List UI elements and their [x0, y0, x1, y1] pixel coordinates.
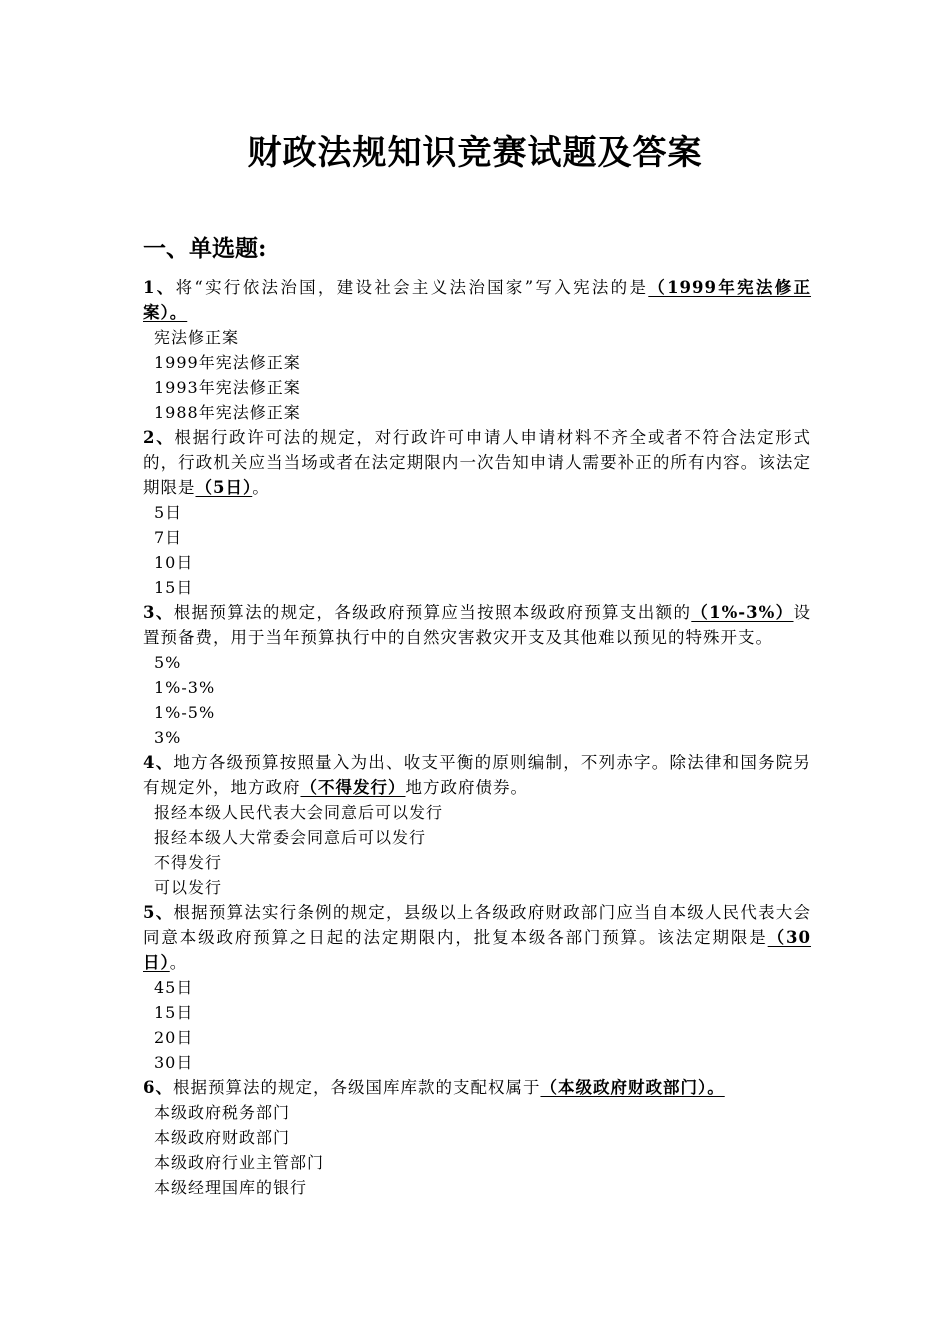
answer-text: （不得发行）: [300, 778, 406, 797]
answer-text: （1%-3%）: [691, 603, 794, 622]
question-stem: [143, 600, 811, 650]
option-item: 3%: [154, 728, 182, 747]
option-item: 5日: [154, 503, 183, 522]
option-item: 45日: [154, 978, 194, 997]
question-stem: [143, 1075, 811, 1100]
question-number: 2、: [143, 428, 175, 447]
option-item: 不得发行: [154, 853, 223, 872]
option-item: 1999年宪法修正案: [154, 353, 301, 372]
option-item: 5%: [154, 653, 182, 672]
question-6: [143, 1075, 811, 1200]
question-number: 4、: [143, 753, 174, 772]
question-text: 将“实行依法治国，建设社会主义法治国家”写入宪法的是: [175, 278, 649, 297]
option-item: 7日: [154, 528, 183, 547]
option-item: 1%-3%: [154, 678, 216, 697]
section-heading: 一、单选题:: [143, 235, 267, 262]
option-item: 报经本级人大常委会同意后可以发行: [154, 828, 427, 847]
option-item: 1993年宪法修正案: [154, 378, 301, 397]
question-number: 5、: [143, 903, 174, 922]
question-list: [143, 275, 811, 1200]
option-item: 本级政府税务部门: [154, 1103, 291, 1122]
question-text: 地方各级预算按照量入为出、收支平衡的原则编制，不列赤字。除法律和国务院另有规定外，地方政府: [143, 753, 812, 797]
option-item: 报经本级人民代表大会同意后可以发行: [154, 803, 444, 822]
option-item: 可以发行: [154, 878, 223, 897]
question-text: 根据预算法的规定，各级国库库款的支配权属于: [172, 1078, 541, 1097]
option-item: 1988年宪法修正案: [154, 403, 301, 422]
question-text-tail: 。: [252, 478, 270, 497]
question-stem: [143, 425, 811, 500]
question-number: 3、: [143, 603, 174, 622]
option-item: 15日: [154, 1003, 194, 1022]
question-text-tail: 设置预备费，用于当年预算执行中的自然灾害救灾开支及其他难以预见的特殊开支。: [143, 603, 812, 647]
question-number: 6、: [143, 1078, 173, 1097]
option-item: 本级政府财政部门: [154, 1128, 291, 1147]
option-item: 1%-5%: [154, 703, 216, 722]
question-text: 根据预算法实行条例的规定，县级以上各级政府财政部门应当自本级人民代表大会同意本级政府预算之日起的法定期限内，批复本级各部门预算。该法定期限是: [143, 903, 812, 947]
option-item: 宪法修正案: [154, 328, 240, 347]
question-3: [143, 600, 811, 750]
question-1: [143, 275, 811, 425]
answer-text: （本级政府财政部门）。: [540, 1078, 725, 1097]
question-text-tail: 地方政府债券。: [405, 778, 528, 797]
option-item: 20日: [154, 1028, 194, 1047]
option-item: 本级经理国库的银行: [154, 1178, 308, 1197]
question-text: 根据预算法的规定，各级政府预算应当按照本级政府预算支出额的: [173, 603, 692, 622]
question-2: [143, 425, 811, 600]
question-5: [143, 900, 811, 1075]
document-title: 财政法规知识竞赛试题及答案: [247, 133, 703, 173]
question-4: [143, 750, 811, 900]
question-text-tail: 。: [169, 953, 188, 972]
question-stem: [143, 750, 811, 800]
answer-text: （1999年宪法修正案）。: [143, 278, 812, 322]
question-stem: [143, 275, 811, 325]
answer-text: （5日）: [195, 478, 253, 497]
option-item: 本级政府行业主管部门: [154, 1153, 325, 1172]
question-number: 1、: [143, 278, 176, 297]
option-item: 10日: [154, 553, 194, 572]
option-item: 30日: [154, 1053, 194, 1072]
answer-text: （30日）: [143, 928, 812, 972]
question-stem: [143, 900, 811, 975]
question-text: 根据行政许可法的规定，对行政许可申请人申请材料不齐全或者不符合法定形式的，行政机关应当当场或者在法定期限内一次告知申请人需要补正的所有内容。该法定期限是: [143, 428, 812, 497]
option-item: 15日: [154, 578, 194, 597]
